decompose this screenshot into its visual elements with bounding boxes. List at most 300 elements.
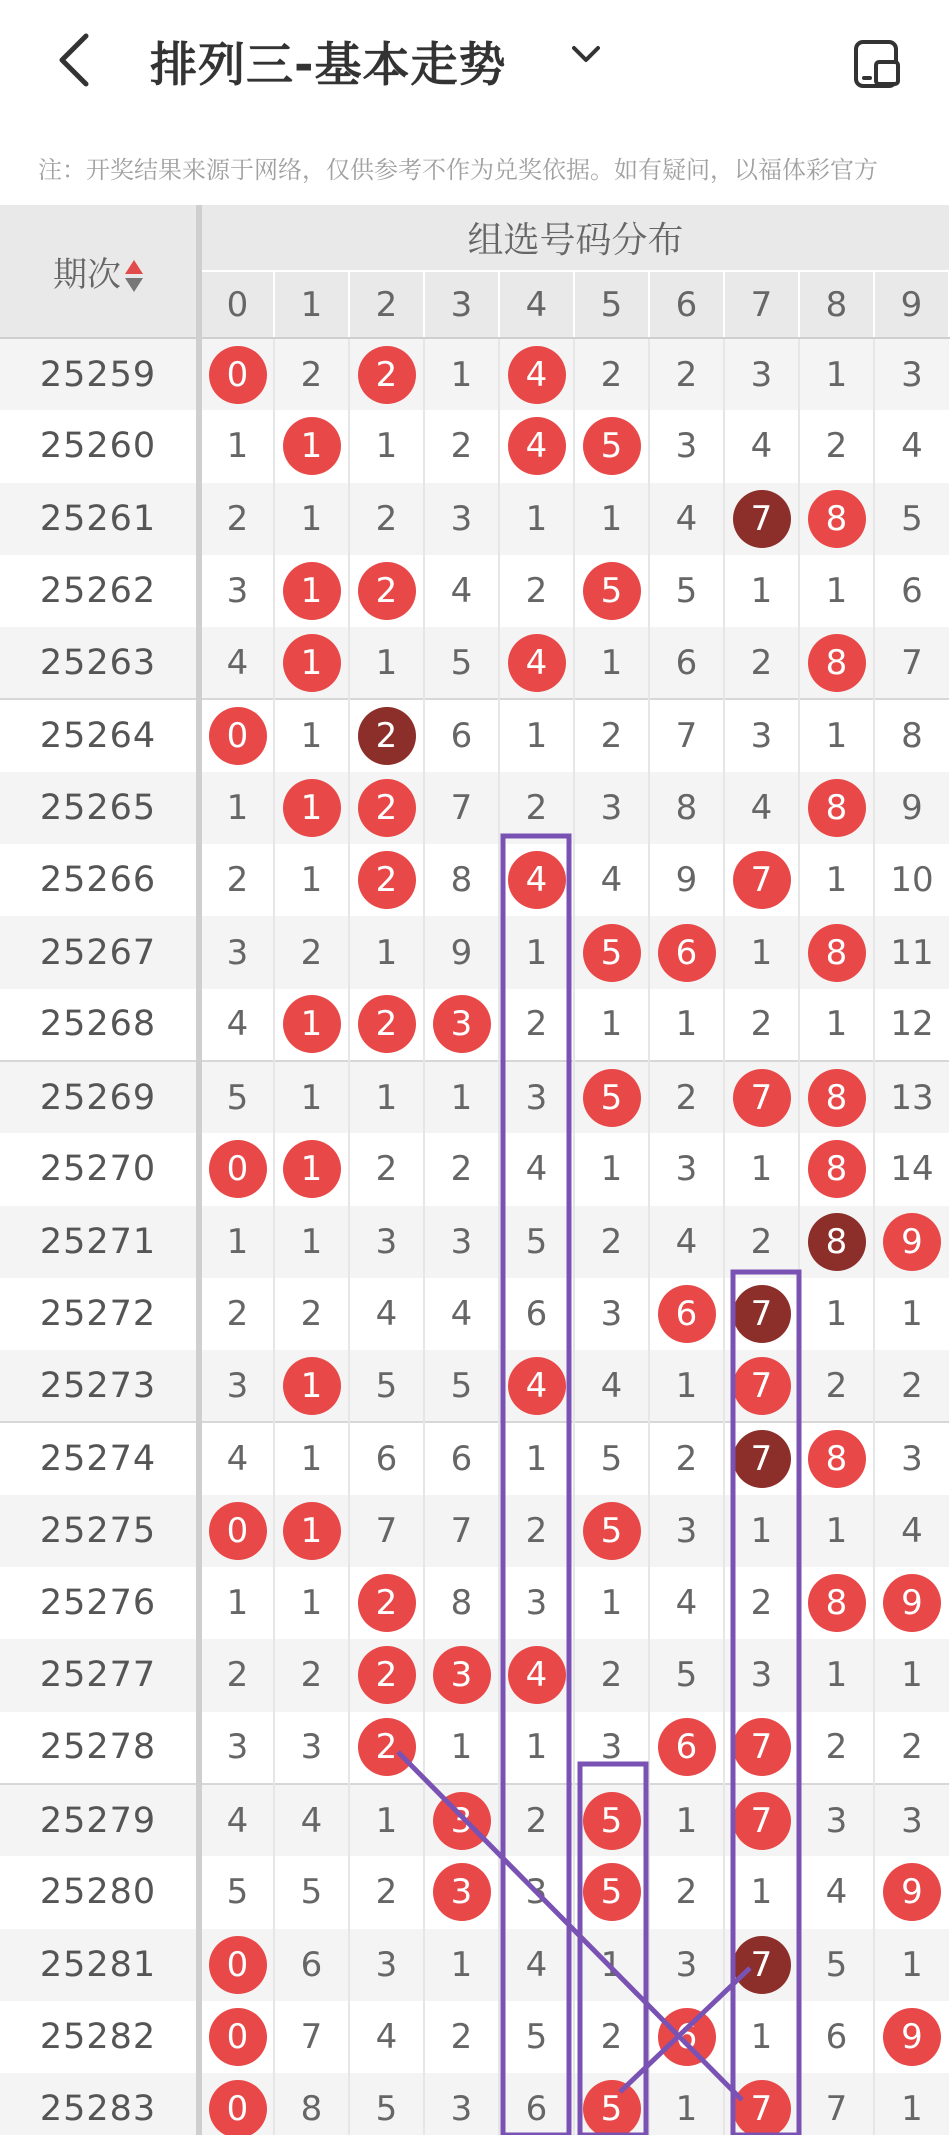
omission-count: 2 [424,1133,499,1205]
table-row [0,699,949,771]
issue-number: 25267 [0,916,199,988]
omission-count: 7 [424,1495,499,1567]
omission-count: 1 [349,916,424,988]
omission-count: 2 [799,1350,874,1422]
omission-count: 1 [799,555,874,627]
omission-count: 8 [424,844,499,916]
omission-count: 5 [874,483,949,555]
omission-count: 1 [574,1929,649,2001]
omission-count: 2 [649,338,724,410]
number-cell [799,1567,874,1639]
omission-count: 2 [874,1350,949,1422]
omission-count: 2 [349,1133,424,1205]
omission-count: 1 [424,1712,499,1784]
number-cell [274,1495,349,1567]
drawn-number-ball: 3 [433,1646,491,1704]
table-row [0,627,949,699]
drawn-number-ball: 1 [283,634,341,692]
group-header: 组选号码分布 [199,205,949,271]
digit-header: 5 [574,271,649,338]
omission-count: 1 [574,627,649,699]
drawn-number-ball: 4 [508,1646,566,1704]
omission-count: 2 [199,1278,274,1350]
number-cell [874,2001,949,2073]
issue-number: 25265 [0,772,199,844]
number-cell [574,410,649,482]
number-cell [649,1278,724,1350]
issue-number: 25268 [0,989,199,1061]
omission-count: 4 [649,1206,724,1278]
number-cell [799,1206,874,1278]
table-row [0,1856,949,1928]
omission-count: 1 [724,1133,799,1205]
omission-count: 4 [424,1278,499,1350]
omission-count: 6 [799,2001,874,2073]
number-cell [574,1495,649,1567]
omission-count: 1 [799,1495,874,1567]
drawn-number-ball: 8 [808,779,866,837]
drawn-number-ball: 1 [283,995,341,1053]
issue-number: 25264 [0,699,199,771]
omission-count: 6 [274,1929,349,2001]
number-cell [349,555,424,627]
omission-count: 1 [799,989,874,1061]
number-cell [799,483,874,555]
number-cell [424,989,499,1061]
omission-count: 3 [499,1567,574,1639]
drawn-number-ball: 5 [583,562,641,620]
digit-header: 2 [349,271,424,338]
omission-count: 5 [424,1350,499,1422]
omission-count: 6 [424,1422,499,1494]
omission-count: 1 [349,627,424,699]
omission-count: 1 [874,1278,949,1350]
drawn-number-ball: 0 [209,1936,267,1994]
omission-count: 4 [349,1278,424,1350]
number-cell [724,1712,799,1784]
table-row [0,1133,949,1205]
number-cell [274,1133,349,1205]
omission-count: 4 [874,410,949,482]
omission-count: 1 [499,1712,574,1784]
omission-count: 12 [874,989,949,1061]
omission-count: 3 [574,1712,649,1784]
omission-count: 6 [649,627,724,699]
omission-count: 2 [274,1278,349,1350]
number-cell [724,1061,799,1133]
drawn-number-ball: 8 [808,1430,866,1488]
omission-count: 3 [199,1712,274,1784]
number-cell [724,1422,799,1494]
omission-count: 5 [349,1350,424,1422]
number-cell [424,1639,499,1711]
number-cell [349,1567,424,1639]
number-cell [349,844,424,916]
drawn-number-ball: 4 [508,851,566,909]
omission-count: 2 [274,1639,349,1711]
omission-count: 3 [349,1206,424,1278]
omission-count: 8 [274,2073,349,2135]
omission-count: 3 [274,1712,349,1784]
page-title[interactable]: 排列三-基本走势 [150,38,507,93]
issue-number: 25259 [0,338,199,410]
table-row [0,1784,949,1856]
drawn-number-ball: 3 [433,1863,491,1921]
number-cell [199,2073,274,2135]
omission-count: 1 [799,699,874,771]
number-cell [874,1206,949,1278]
omission-count: 2 [199,483,274,555]
omission-count: 3 [874,1422,949,1494]
drawn-number-ball: 8 [808,634,866,692]
drawn-number-ball: 7 [733,1718,791,1776]
repeat-number-ball: 7 [733,1430,791,1488]
omission-count: 3 [424,1206,499,1278]
number-cell [349,338,424,410]
omission-count: 5 [199,1856,274,1928]
omission-count: 1 [649,989,724,1061]
issue-number: 25282 [0,2001,199,2073]
number-cell [199,1929,274,2001]
drawn-number-ball: 1 [283,562,341,620]
drawn-number-ball: 6 [658,2008,716,2066]
omission-count: 1 [574,1133,649,1205]
number-cell [199,699,274,771]
omission-count: 1 [724,1495,799,1567]
issue-number: 25275 [0,1495,199,1567]
omission-count: 2 [574,1206,649,1278]
issue-header-label: 期次 [53,254,121,295]
omission-count: 3 [574,1278,649,1350]
number-cell [574,1856,649,1928]
number-cell [499,1639,574,1711]
number-cell [724,2073,799,2135]
drawn-number-ball: 7 [733,1792,791,1850]
omission-count: 1 [199,1206,274,1278]
drawn-number-ball: 5 [583,1863,641,1921]
omission-count: 1 [349,1061,424,1133]
number-cell [574,1061,649,1133]
omission-count: 1 [199,1567,274,1639]
omission-count: 4 [874,1495,949,1567]
drawn-number-ball: 9 [883,1863,941,1921]
omission-count: 1 [724,2001,799,2073]
issue-number: 25263 [0,627,199,699]
table-row [0,2001,949,2073]
drawn-number-ball: 0 [209,1140,267,1198]
table-row [0,772,949,844]
table-row [0,1929,949,2001]
table-row [0,1350,949,1422]
digit-header: 6 [649,271,724,338]
omission-count: 3 [199,555,274,627]
number-cell [799,1133,874,1205]
omission-count: 11 [874,916,949,988]
drawn-number-ball: 8 [808,1574,866,1632]
issue-number: 25280 [0,1856,199,1928]
omission-count: 2 [574,1639,649,1711]
drawn-number-ball: 6 [658,1285,716,1343]
digit-header: 3 [424,271,499,338]
omission-count: 1 [799,1639,874,1711]
omission-count: 6 [499,1278,574,1350]
drawn-number-ball: 0 [209,1502,267,1560]
omission-count: 1 [574,989,649,1061]
omission-count: 3 [649,410,724,482]
omission-count: 1 [274,1567,349,1639]
drawn-number-ball: 5 [583,417,641,475]
issue-number: 25271 [0,1206,199,1278]
drawn-number-ball: 2 [358,995,416,1053]
omission-count: 1 [424,1929,499,2001]
back-arrow-icon[interactable] [48,28,98,92]
omission-count: 4 [799,1856,874,1928]
issue-number: 25274 [0,1422,199,1494]
omission-count: 5 [574,1422,649,1494]
omission-count: 3 [724,699,799,771]
repeat-number-ball: 8 [808,1213,866,1271]
omission-count: 3 [424,2073,499,2135]
omission-count: 2 [574,699,649,771]
issue-number: 25260 [0,410,199,482]
omission-count: 5 [274,1856,349,1928]
omission-count: 3 [724,338,799,410]
drawn-number-ball: 1 [283,779,341,837]
drawn-number-ball: 0 [209,2008,267,2066]
repeat-number-ball: 7 [733,1285,791,1343]
table-row [0,1278,949,1350]
omission-count: 1 [499,916,574,988]
digit-header: 0 [199,271,274,338]
issue-column-header[interactable] [0,205,199,338]
omission-count: 3 [499,1061,574,1133]
number-cell [799,916,874,988]
drawn-number-ball: 5 [583,1792,641,1850]
number-cell [799,1422,874,1494]
drawn-number-ball: 4 [508,346,566,404]
omission-count: 4 [649,483,724,555]
number-cell [799,627,874,699]
table-body [0,338,949,2135]
omission-count: 1 [799,338,874,410]
number-cell [574,916,649,988]
number-cell [349,989,424,1061]
table-row [0,2073,949,2135]
omission-count: 2 [799,1712,874,1784]
issue-number: 25278 [0,1712,199,1784]
chevron-down-icon[interactable] [568,40,604,70]
omission-count: 1 [199,410,274,482]
number-cell [649,916,724,988]
issue-number: 25269 [0,1061,199,1133]
omission-count: 6 [349,1422,424,1494]
drawn-number-ball: 8 [808,490,866,548]
phone-layout-icon[interactable] [852,38,904,90]
omission-count: 3 [349,1929,424,2001]
omission-count: 13 [874,1061,949,1133]
omission-count: 1 [424,1061,499,1133]
omission-count: 1 [724,1856,799,1928]
drawn-number-ball: 5 [583,924,641,982]
omission-count: 1 [274,1206,349,1278]
number-cell [274,772,349,844]
omission-count: 7 [424,772,499,844]
omission-count: 1 [499,483,574,555]
issue-number: 25262 [0,555,199,627]
omission-count: 3 [199,916,274,988]
number-cell [724,1784,799,1856]
table-row [0,1422,949,1494]
omission-count: 4 [574,1350,649,1422]
repeat-number-ball: 7 [733,1936,791,1994]
omission-count: 2 [274,338,349,410]
omission-count: 4 [574,844,649,916]
omission-count: 3 [649,1133,724,1205]
drawn-number-ball: 8 [808,1140,866,1198]
number-cell [499,410,574,482]
omission-count: 4 [424,555,499,627]
drawn-number-ball: 6 [658,1718,716,1776]
omission-count: 3 [874,1784,949,1856]
omission-count: 1 [349,1784,424,1856]
issue-number: 25283 [0,2073,199,2135]
omission-count: 2 [649,1856,724,1928]
drawn-number-ball: 8 [808,1069,866,1127]
number-cell [499,338,574,410]
drawn-number-ball: 2 [358,562,416,620]
drawn-number-ball: 1 [283,1140,341,1198]
omission-count: 2 [574,2001,649,2073]
omission-count: 7 [799,2073,874,2135]
omission-count: 8 [649,772,724,844]
omission-count: 3 [649,1929,724,2001]
drawn-number-ball: 2 [358,346,416,404]
number-cell [799,772,874,844]
omission-count: 2 [724,989,799,1061]
omission-count: 2 [649,1061,724,1133]
drawn-number-ball: 1 [283,1357,341,1415]
omission-count: 3 [499,1856,574,1928]
number-cell [724,1929,799,2001]
omission-count: 9 [649,844,724,916]
omission-count: 1 [724,916,799,988]
omission-count: 4 [349,2001,424,2073]
omission-count: 2 [499,772,574,844]
omission-count: 3 [874,338,949,410]
omission-count: 2 [349,1856,424,1928]
issue-number: 25279 [0,1784,199,1856]
number-cell [349,1639,424,1711]
sort-icon[interactable] [125,259,143,293]
drawn-number-ball: 8 [808,924,866,982]
drawn-number-ball: 2 [358,1718,416,1776]
omission-count: 1 [274,699,349,771]
omission-count: 4 [649,1567,724,1639]
omission-count: 2 [724,627,799,699]
disclaimer-notice: 注：开奖结果来源于网络，仅供参考不作为兑奖依据。如有疑问，以福体彩官方 [38,156,878,184]
drawn-number-ball: 5 [583,2080,641,2135]
table-row [0,1495,949,1567]
omission-count: 1 [274,483,349,555]
omission-count: 2 [499,1495,574,1567]
omission-count: 2 [874,1712,949,1784]
drawn-number-ball: 5 [583,1502,641,1560]
omission-count: 3 [649,1495,724,1567]
digit-header: 7 [724,271,799,338]
drawn-number-ball: 4 [508,1357,566,1415]
omission-count: 3 [424,483,499,555]
number-cell [349,772,424,844]
issue-number: 25277 [0,1639,199,1711]
number-cell [574,555,649,627]
omission-count: 1 [499,1422,574,1494]
digit-header: 1 [274,271,349,338]
omission-count: 4 [199,989,274,1061]
omission-count: 6 [874,555,949,627]
omission-count: 1 [799,1278,874,1350]
omission-count: 8 [874,699,949,771]
omission-count: 8 [424,1567,499,1639]
omission-count: 2 [199,1639,274,1711]
omission-count: 5 [199,1061,274,1133]
number-cell [574,1784,649,1856]
number-cell [274,555,349,627]
table-row [0,1639,949,1711]
omission-count: 6 [499,2073,574,2135]
omission-count: 9 [874,772,949,844]
omission-count: 3 [799,1784,874,1856]
number-cell [274,410,349,482]
omission-count: 2 [199,844,274,916]
table-row [0,555,949,627]
omission-count: 5 [799,1929,874,2001]
omission-count: 2 [424,2001,499,2073]
omission-count: 2 [499,555,574,627]
drawn-number-ball: 3 [433,995,491,1053]
omission-count: 5 [649,1639,724,1711]
drawn-number-ball: 5 [583,1069,641,1127]
omission-count: 1 [724,555,799,627]
omission-count: 14 [874,1133,949,1205]
omission-count: 4 [499,1133,574,1205]
table-row [0,483,949,555]
omission-count: 1 [649,1784,724,1856]
number-cell [724,844,799,916]
number-cell [199,2001,274,2073]
omission-count: 3 [574,772,649,844]
omission-count: 1 [574,483,649,555]
omission-count: 2 [649,1422,724,1494]
omission-count: 1 [274,844,349,916]
number-cell [724,1278,799,1350]
omission-count: 1 [874,2073,949,2135]
omission-count: 2 [274,916,349,988]
issue-number: 25270 [0,1133,199,1205]
drawn-number-ball: 3 [433,1792,491,1850]
number-cell [874,1856,949,1928]
omission-count: 1 [874,1929,949,2001]
drawn-number-ball: 2 [358,1646,416,1704]
omission-count: 2 [499,1784,574,1856]
number-cell [424,1784,499,1856]
omission-count: 2 [424,410,499,482]
omission-count: 5 [349,2073,424,2135]
omission-count: 1 [499,699,574,771]
omission-count: 1 [199,772,274,844]
number-cell [349,699,424,771]
number-cell [499,844,574,916]
drawn-number-ball: 4 [508,417,566,475]
